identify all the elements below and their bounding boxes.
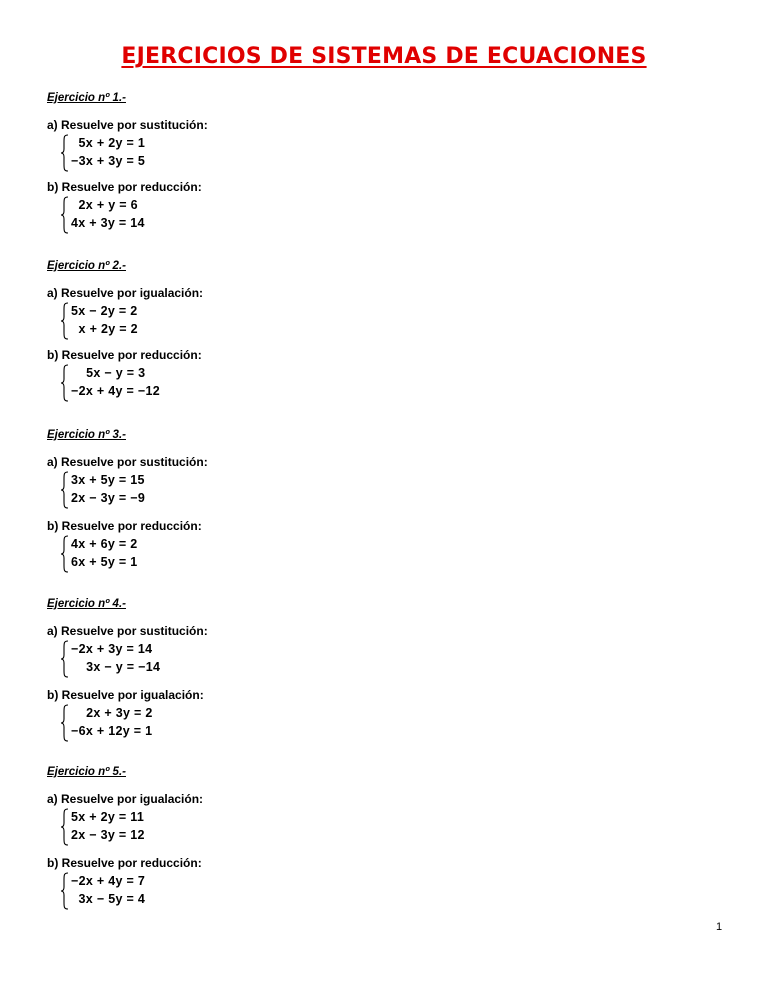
- equation-1: 5x + 2y = 11: [71, 810, 145, 824]
- brace-icon: [60, 872, 69, 910]
- brace-icon: [60, 134, 69, 172]
- equation-system: [60, 471, 727, 509]
- equation-2: 6x + 5y = 1: [71, 555, 138, 569]
- brace-icon: [60, 364, 69, 402]
- exercise-heading: Ejercicio nº 5.-: [47, 766, 126, 778]
- equation-system: [60, 808, 727, 846]
- part-label: a) Resuelve por sustitución:: [47, 455, 208, 469]
- part-label: a) Resuelve por igualación:: [47, 792, 204, 806]
- exercise-heading: Ejercicio nº 3.-: [47, 429, 126, 441]
- equation-system: [60, 302, 727, 340]
- equation-1: 2x + 3y = 2: [71, 706, 153, 720]
- part-label: a) Resuelve por sustitución:: [47, 624, 208, 638]
- exercise-3: [47, 427, 727, 569]
- equation-system: [60, 704, 727, 742]
- equation-system: [60, 134, 727, 172]
- equation-2: x + 2y = 2: [71, 322, 138, 336]
- equation-system: [60, 364, 727, 402]
- exercise-part-b: [47, 180, 727, 234]
- page-number: 1: [716, 921, 723, 933]
- exercise-part-b: [47, 688, 727, 742]
- exercise-part-a: [47, 792, 727, 846]
- page-title: EJERCICIOS DE SISTEMAS DE ECUACIONES: [121, 44, 647, 69]
- equation-1: −2x + 4y = 7: [71, 874, 146, 888]
- part-label: b) Resuelve por igualación:: [47, 688, 204, 702]
- exercise-part-a: [47, 286, 727, 340]
- equation-2: −3x + 3y = 5: [71, 154, 146, 168]
- equation-system: [60, 872, 727, 910]
- brace-icon: [60, 808, 69, 846]
- equation-2: 2x − 3y = −9: [71, 491, 146, 505]
- exercise-part-a: [47, 455, 727, 509]
- brace-icon: [60, 196, 69, 234]
- brace-icon: [60, 535, 69, 573]
- equation-1: 5x − 2y = 2: [71, 304, 138, 318]
- equation-2: −2x + 4y = −12: [71, 384, 161, 398]
- part-label: b) Resuelve por reducción:: [47, 180, 202, 194]
- exercise-1: [47, 90, 727, 230]
- exercise-5: [47, 764, 727, 906]
- equation-1: 2x + y = 6: [71, 198, 138, 212]
- exercise-part-a: [47, 118, 727, 172]
- equation-system: [60, 640, 727, 678]
- equation-system: [60, 196, 727, 234]
- part-label: b) Resuelve por reducción:: [47, 519, 202, 533]
- part-label: a) Resuelve por sustitución:: [47, 118, 208, 132]
- equation-2: −6x + 12y = 1: [71, 724, 153, 738]
- part-label: a) Resuelve por igualación:: [47, 286, 204, 300]
- exercise-part-b: [47, 519, 727, 573]
- exercise-part-a: [47, 624, 727, 678]
- equation-2: 2x − 3y = 12: [71, 828, 145, 842]
- brace-icon: [60, 640, 69, 678]
- equation-1: 5x − y = 3: [71, 366, 146, 380]
- exercise-2: [47, 258, 727, 398]
- brace-icon: [60, 704, 69, 742]
- part-label: b) Resuelve por reducción:: [47, 348, 202, 362]
- brace-icon: [60, 471, 69, 509]
- equation-1: −2x + 3y = 14: [71, 642, 153, 656]
- equation-2: 3x − y = −14: [71, 660, 161, 674]
- exercise-heading: Ejercicio nº 2.-: [47, 260, 126, 272]
- equation-1: 5x + 2y = 1: [71, 136, 146, 150]
- equation-1: 3x + 5y = 15: [71, 473, 145, 487]
- equation-system: [60, 535, 727, 573]
- exercise-heading: Ejercicio nº 1.-: [47, 92, 126, 104]
- exercise-heading: Ejercicio nº 4.-: [47, 598, 126, 610]
- equation-2: 3x − 5y = 4: [71, 892, 146, 906]
- exercise-part-b: [47, 856, 727, 910]
- brace-icon: [60, 302, 69, 340]
- exercise-4: [47, 596, 727, 738]
- equation-2: 4x + 3y = 14: [71, 216, 145, 230]
- equation-1: 4x + 6y = 2: [71, 537, 138, 551]
- part-label: b) Resuelve por reducción:: [47, 856, 202, 870]
- exercise-part-b: [47, 348, 727, 402]
